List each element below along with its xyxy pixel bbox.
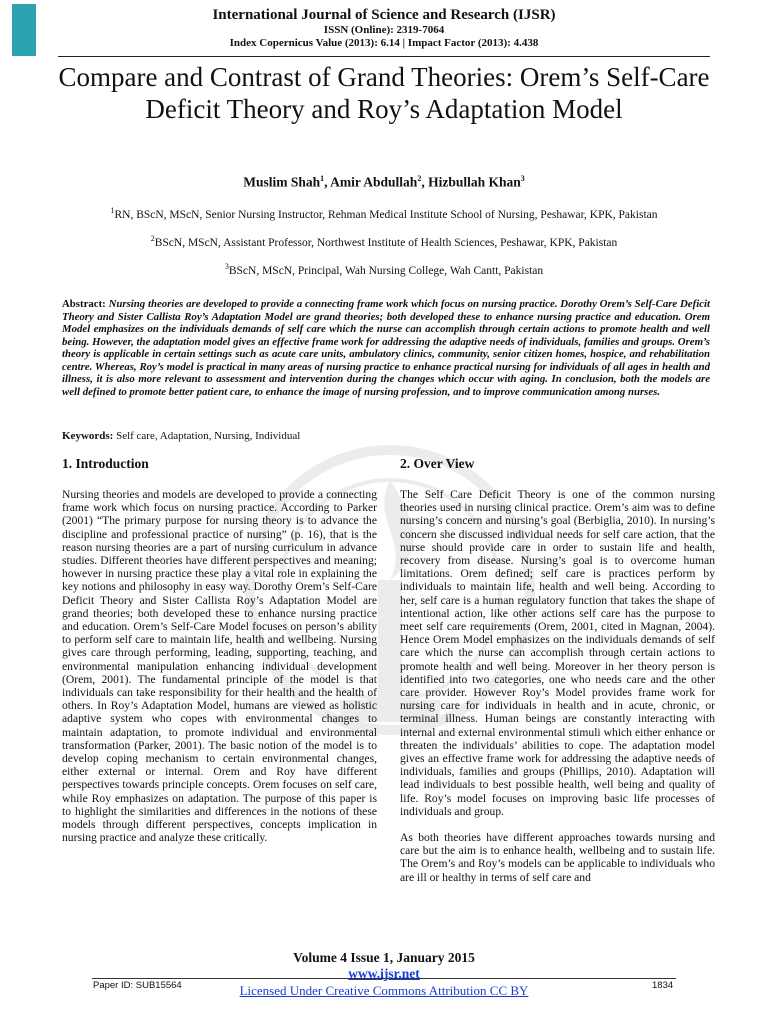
footer-divider: [92, 978, 676, 979]
column-left: [62, 488, 377, 857]
affiliation-mark: 2: [150, 234, 155, 243]
journal-index: Index Copernicus Value (2013): 6.14 | Impact Factor (2013): 4.438: [229, 37, 539, 49]
author-name: Amir Abdullah: [330, 174, 418, 190]
affiliation-2: [0, 234, 768, 249]
author-name: Muslim Shah: [243, 174, 321, 190]
affiliation-text: BScN, MScN, Assistant Professor, Northwest Institute of Health Sciences, Peshawar, KPK, Pakistan: [154, 236, 618, 249]
body-paragraph: The Self Care Deficit Theory is one of the common nursing theories used in nursing clinical practice. Orem’s aim was to define nursing’s concern and nursing’s goal (Berbiglia, 2010). In nursing’s concern she discussed individual needs for self care action, that the nurse should provide care in order to sustain life and health, recovery from disease. Nursing’s goal is to overcome human limitations. Orem defined; self care is practices perform by individuals to maintain life, health and well being. According to her, self care is a human regulatory function that takes the shape of intentional action, like other actions self care has the purpose to meet self care requirements (Orem, 2001, cited in Magnan, 2004). Hence Orem Model emphasizes on the individuals demands of self care which the nurse can accomplish through certain actions to promote health and well being. Moreover in her theory person is identified into two categories, one who needs care and the other care provider. However Roy’s Model provides frame work for nursing care for individuals in health and in acute, chronic, or terminal illness. Human beings are constantly interacting with internal and external environmental stimuli which either enhance or threaten the individuals’ abilities to cope. The adaptation model gives an effective frame work for addressing the adaptive needs of individuals, families and groups (Phillips, 2010). Adaptation will lead individuals to best possible health, well being and quality of life. Roy’s model focuses on improving basic life processes of individuals and group.: [400, 488, 715, 818]
header-divider: [58, 56, 710, 57]
affiliation-text: BScN, MScN, Principal, Wah Nursing College, Wah Cantt, Pakistan: [228, 264, 544, 277]
body-paragraph: As both theories have different approaches towards nursing and care but the aim is to enhance health, wellbeing and to sustain life. The Orem’s and Roy’s models can be applicable to individuals who are ill or healthy in terms of self care and: [400, 831, 715, 884]
journal-name: International Journal of Science and Research (IJSR): [212, 7, 556, 23]
author-affiliation-mark: 3: [520, 174, 525, 183]
abstract-label: Abstract:: [62, 298, 109, 310]
affiliation-mark: 3: [224, 262, 229, 271]
author-affiliation-mark: 2: [417, 174, 422, 183]
abstract: [62, 298, 710, 398]
author-separator: ,: [324, 174, 331, 190]
footer-page-number: 1834: [652, 980, 674, 991]
footer-license-link[interactable]: Licensed Under Creative Commons Attribution CC BY: [239, 983, 529, 998]
affiliation-mark: 1: [110, 206, 115, 215]
author-name: Hizbullah Khan: [428, 174, 521, 190]
keywords: [62, 430, 710, 442]
author-affiliation-mark: 1: [320, 174, 325, 183]
body-paragraph: Nursing theories and models are developed to provide a connecting frame work which focus on nursing practice. According to Parker (2001) “The primary purpose for nursing theory is to advance the discipline and professional practice of nursing” (p. 16), that is the reason nursing theories are a part of nursing curriculum in advance studies. Different theories have different perspectives and meaning; however in nursing practice these play a vital role in explaining the key notions and philosophy in easy way. Dorothy Orem’s Self-Care Deficit Theory and Sister Callista Roy’s Adaptation Model are grand theories; both developed these to enhance nursing practice and education. Orem’s Self-Care Model focuses on person’s ability to perform self care to maintain life, health and wellbeing. Nursing gives care through performing, leading, supporting, teaching, and environmental manipulation enhancing individual development (Orem, 2001). The fundamental principle of the model is that individuals can take responsibility for their health and the health of others. In Roy’s Adaptation Model, humans are viewed as holistic adaptive system who copes with environmental changes to maintain adaptation, to promote individual and environmental transformation (Parker, 2001). The basic notion of the model is to develop coping mechanism to certain environmental changes, either external or internal. Orem and Roy have different perspectives towards principle concepts. Orem focuses on self care, while Roy emphasizes on adaptation. The purpose of this paper is to highlight the similarities and differences in the notions of these models through different perspectives, concepts implication in nursing practice and analyze these critically.: [62, 488, 377, 845]
footer-volume: Volume 4 Issue 1, January 2015: [293, 950, 475, 965]
footer-paper-id: Paper ID: SUB15564: [93, 980, 182, 991]
keywords-text: Self care, Adaptation, Nursing, Individual: [116, 430, 301, 442]
section-heading-introduction: 1. Introduction: [62, 456, 149, 471]
author-separator: ,: [421, 174, 429, 190]
journal-header: [0, 6, 768, 50]
section-heading-overview: 2. Over View: [400, 456, 475, 471]
column-right: [400, 488, 715, 897]
affiliation-1: [0, 206, 768, 221]
abstract-text: Nursing theories are developed to provide a connecting frame work which focus on nursing practice. Dorothy Orem’s Self-Care Deficit Theory and Sister Callista Roy’s Adaptation Model are grand theories; both developed these to enhance nursing practice and education. Orem Model emphasizes on the individuals demands of self care which the nurse can accomplish through certain actions to promote health and well being. However, the adaptation model gives an effective frame work for addressing the adaptive needs of individuals, families and groups. Orem’s theory is applicable in certain settings such as acute care units, ambulatory clinics, community, senior citizen homes, hospice, and rehabilitation centre. Whereas, Roy’s model is practical in many areas of nursing practice to enhance practical nursing for individuals of all ages in health and illness, it is also more relevant to assessment and intervention during the changes which occur with aging. In conclusion, both the models are well defined to promote better patient care, to enhance the image of nursing profession, and to improve communication among nurses.: [62, 298, 710, 398]
keywords-label: Keywords:: [62, 430, 117, 442]
affiliation-3: [0, 262, 768, 277]
author-list: [0, 174, 768, 191]
footer-website-link[interactable]: www.ijsr.net: [348, 966, 420, 981]
affiliation-text: RN, BScN, MScN, Senior Nursing Instructor, Rehman Medical Institute School of Nursing, Peshawar, KPK, Pakistan: [114, 208, 658, 221]
journal-issn: ISSN (Online): 2319-7064: [323, 24, 445, 36]
paper-title: Compare and Contrast of Grand Theories: Orem’s Self-Care Deficit Theory and Roy’s Adaptation Model: [58, 62, 710, 124]
